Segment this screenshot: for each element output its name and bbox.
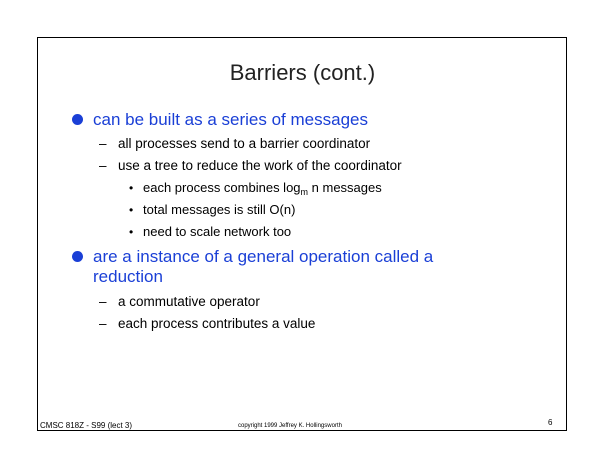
subsub-1-pre: each process combines log <box>143 180 301 195</box>
dot-icon: • <box>129 181 134 195</box>
point-2-sub-1: a commutative operator <box>118 294 260 309</box>
bullet-icon <box>72 114 83 125</box>
subsub-1-subscript: m <box>300 187 309 197</box>
dash-icon: – <box>99 294 107 309</box>
dash-icon: – <box>99 136 107 151</box>
dash-icon: – <box>99 158 107 173</box>
point-2-text-line-2: reduction <box>93 267 163 286</box>
point-1-subsub-2: total messages is still O(n) <box>143 202 296 217</box>
point-1-subsub-3: need to scale network too <box>143 224 292 239</box>
point-2-text-line-1: are a instance of a general operation called a <box>93 247 434 266</box>
page-number: 6 <box>548 418 553 427</box>
slide-frame <box>37 37 567 431</box>
dot-icon: • <box>129 203 134 217</box>
footer-copyright: copyright 1999 Jeffrey K. Hollingsworth <box>238 423 342 429</box>
dash-icon: – <box>99 316 107 331</box>
point-1-sub-1: all processes send to a barrier coordinator <box>118 136 371 151</box>
point-1-sub-2: use a tree to reduce the work of the coordinator <box>118 158 402 173</box>
footer-course: CMSC 818Z - S99 (lect 3) <box>40 421 133 430</box>
subsub-1-post: n messages <box>308 180 382 195</box>
point-1-text: can be built as a series of messages <box>93 110 368 129</box>
bullet-icon <box>72 251 83 262</box>
slide-title: Barriers (cont.) <box>229 60 376 85</box>
dot-icon: • <box>129 225 134 239</box>
point-2-sub-2: each process contributes a value <box>118 316 316 331</box>
point-1-subsub-1 <box>143 180 382 197</box>
